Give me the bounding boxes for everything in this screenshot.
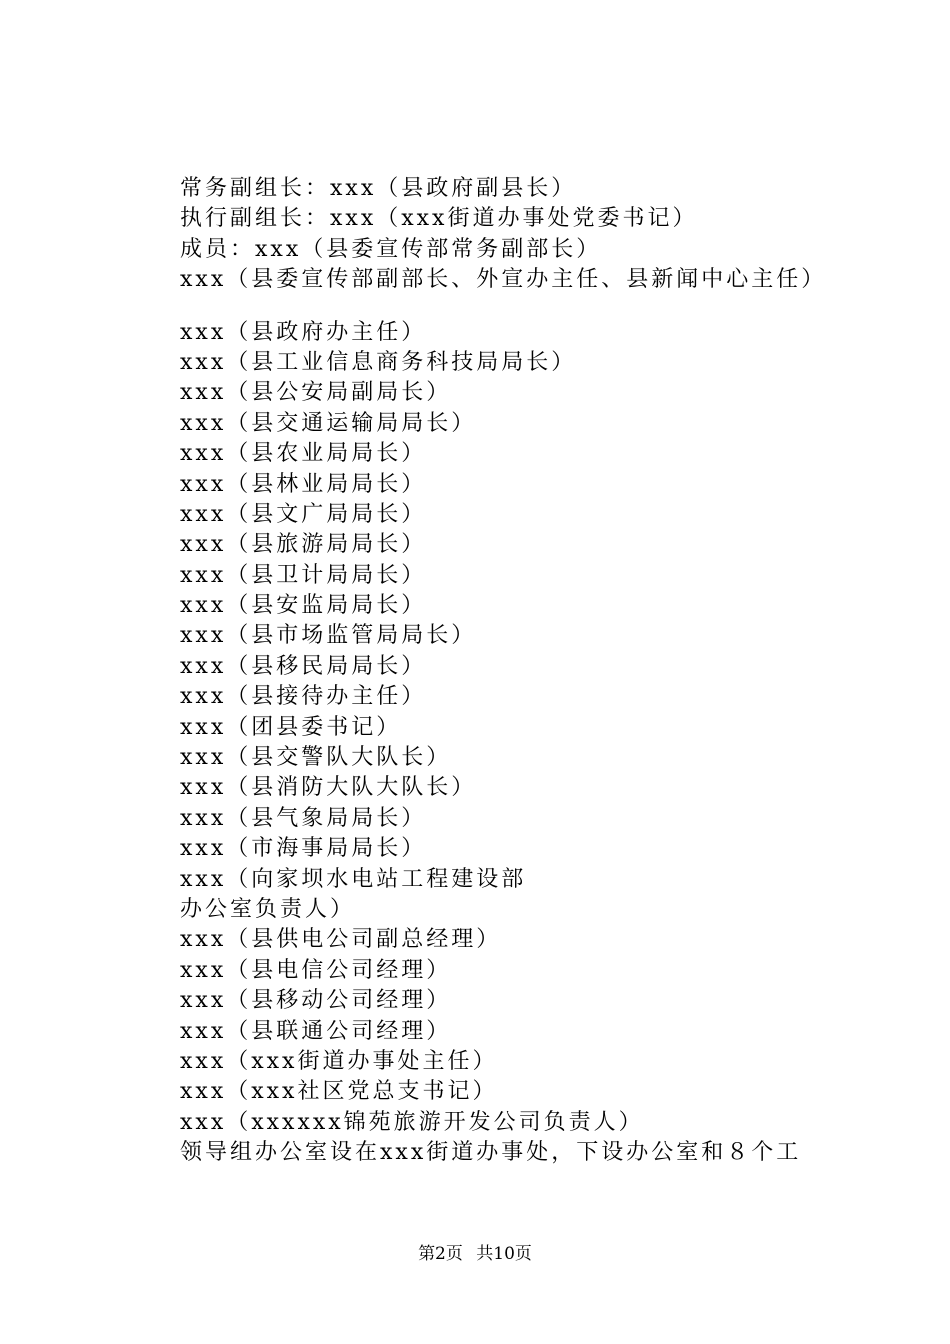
text-line: xxx（县交通运输局局长） (180, 410, 477, 436)
text-line: xxx（县消防大队大队长） (180, 775, 477, 801)
document-body (180, 174, 860, 1169)
text-line: xxx（县林业局局长） (180, 471, 427, 497)
text-line: xxx（xxxxxx锦苑旅游开发公司负责人） (180, 1109, 644, 1135)
page-number: 第2页 (418, 1244, 463, 1264)
text-line: xxx（xxx社区党总支书记） (180, 1079, 498, 1105)
text-line: xxx（县农业局局长） (180, 441, 427, 467)
member-list (180, 318, 860, 1169)
text-line: xxx（县委宣传部副部长、外宣办主任、县新闻中心主任） (180, 267, 827, 293)
page-total: 共10页 (476, 1244, 532, 1264)
text-line: xxx（县市场监管局局长） (180, 623, 477, 649)
text-line: xxx（xxx街道办事处主任） (180, 1048, 498, 1074)
text-line: xxx（县卫计局局长） (180, 562, 427, 588)
text-line: xxx（县移动公司经理） (180, 988, 452, 1014)
leader-list (180, 174, 860, 296)
text-line: xxx（县供电公司副总经理） (180, 927, 502, 953)
text-line: 成员：xxx（县委宣传部常务副部长） (180, 236, 602, 262)
text-line: 办公室负责人） (180, 896, 356, 922)
page-footer (0, 1242, 950, 1266)
text-line: xxx（县旅游局局长） (180, 532, 427, 558)
text-line: xxx（县安监局局长） (180, 593, 427, 619)
text-line: xxx（向家坝水电站工程建设部 (180, 866, 527, 892)
text-line: xxx（县工业信息商务科技局局长） (180, 349, 577, 375)
text-line: xxx（县接待办主任） (180, 684, 427, 710)
text-line: 常务副组长：xxx（县政府副县长） (180, 176, 577, 201)
text-line: xxx（县联通公司经理） (180, 1018, 452, 1044)
text-line: xxx（市海事局局长） (180, 836, 427, 862)
text-line: xxx（县移民局局长） (180, 653, 427, 679)
text-line: xxx（县文广局局长） (180, 501, 427, 527)
text-line: xxx（县交警队大队长） (180, 745, 452, 771)
text-line: xxx（县气象局局长） (180, 805, 427, 831)
text-line: xxx（县电信公司经理） (180, 957, 452, 983)
text-line: xxx（团县委书记） (180, 714, 402, 740)
text-line: 领导组办公室设在xxx街道办事处，下设办公室和８个工 (180, 1140, 802, 1166)
text-line: 执行副组长：xxx（xxx街道办事处党委书记） (180, 206, 698, 232)
text-line: xxx（县公安局副局长） (180, 380, 452, 406)
blank-line (180, 296, 860, 318)
text-line: xxx（县政府办主任） (180, 319, 427, 345)
